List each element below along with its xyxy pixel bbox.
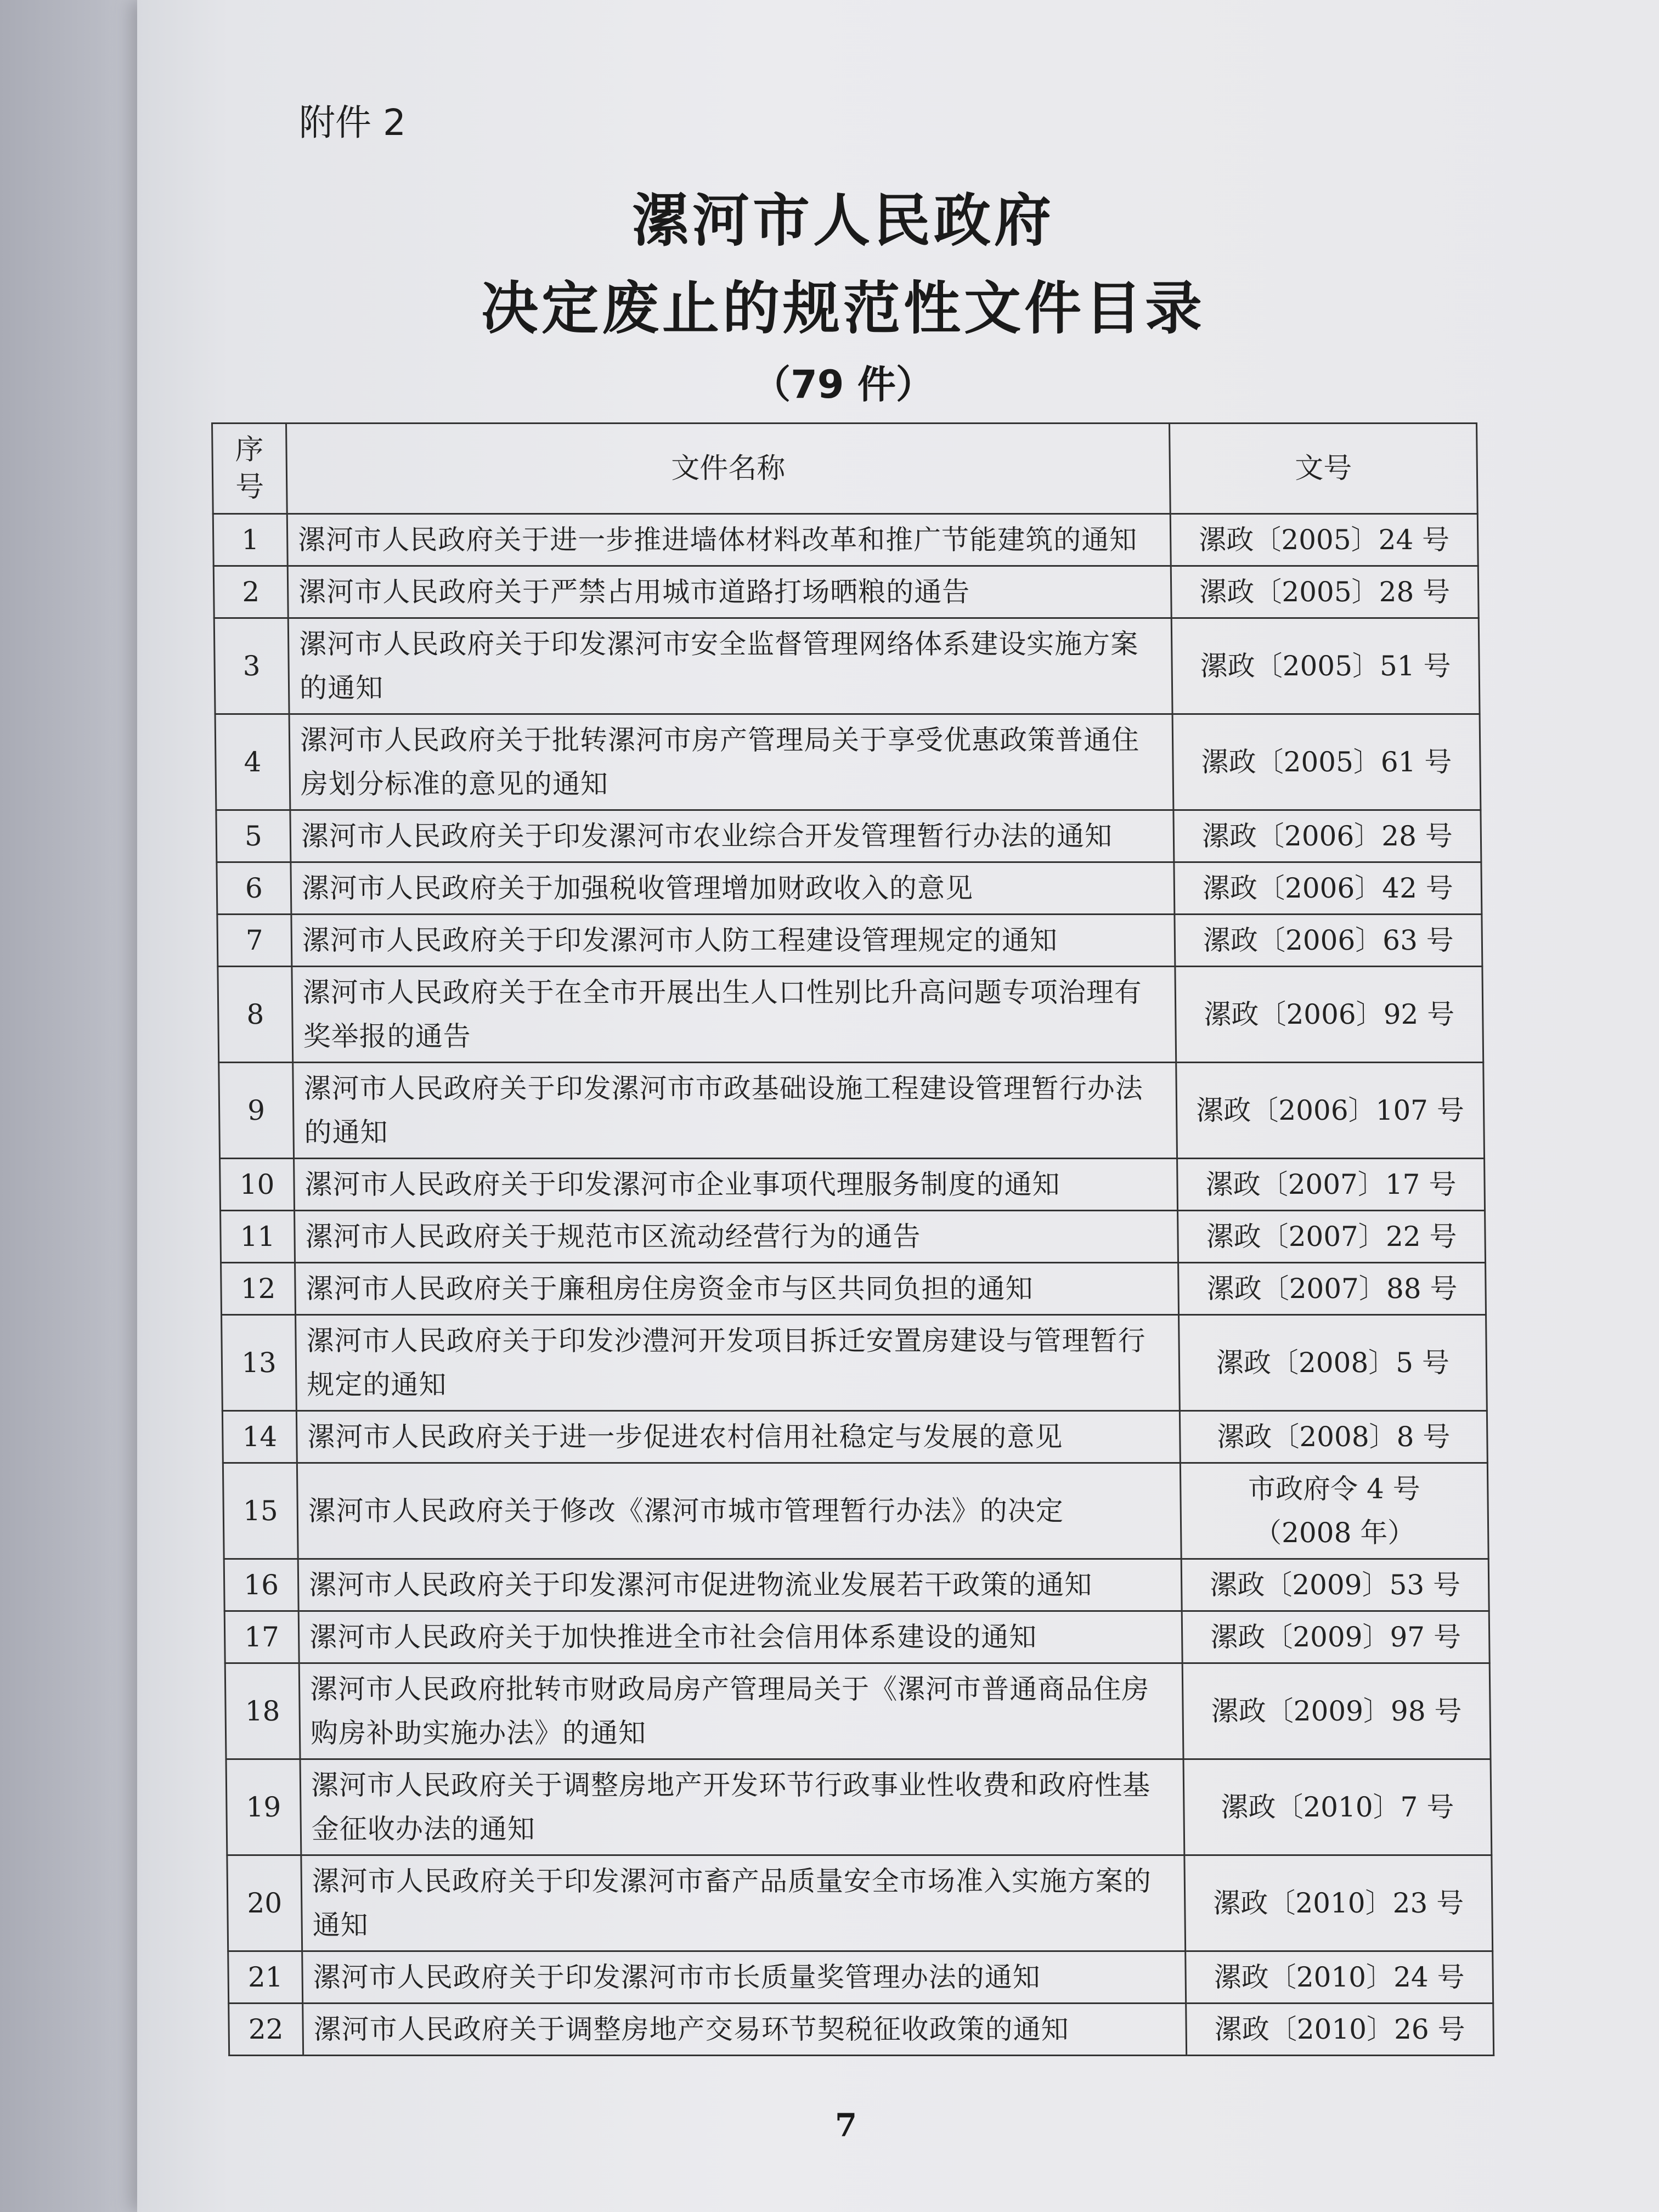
row-number: 3 <box>214 618 289 714</box>
document-name: 漯河市人民政府关于印发漯河市安全监督管理网络体系建设实施方案的通知 <box>288 618 1172 714</box>
table-row <box>224 1559 1489 1611</box>
table-body <box>213 514 1493 2056</box>
row-number: 10 <box>220 1159 295 1211</box>
document-number: 漯政〔2007〕88 号 <box>1178 1263 1486 1315</box>
page-number: 7 <box>834 2107 857 2144</box>
document-name: 漯河市人民政府关于印发漯河市农业综合开发管理暂行办法的通知 <box>290 810 1174 862</box>
document-number: 漯政〔2009〕97 号 <box>1182 1611 1489 1663</box>
document-number: 漯政〔2009〕98 号 <box>1182 1663 1491 1759</box>
document-name: 漯河市人民政府关于调整房地产开发环节行政事业性收费和政府性基金征收办法的通知 <box>300 1759 1184 1855</box>
column-header-name: 文件名称 <box>286 424 1171 514</box>
document-count: （79 件） <box>752 362 934 407</box>
document-name: 漯河市人民政府关于严禁占用城市道路打场晒粮的通告 <box>287 566 1171 618</box>
row-number: 5 <box>216 810 291 862</box>
row-number: 20 <box>227 1855 302 1951</box>
table-row <box>226 1759 1492 1855</box>
table-row <box>217 862 1482 915</box>
document-number: 漯政〔2005〕61 号 <box>1172 714 1481 810</box>
document-name: 漯河市人民政府关于印发漯河市人防工程建设管理规定的通知 <box>291 915 1175 967</box>
table-row <box>219 1063 1485 1159</box>
document-number: 漯政〔2010〕26 号 <box>1186 2004 1494 2056</box>
document-number: 漯政〔2005〕24 号 <box>1170 514 1478 566</box>
row-number: 18 <box>225 1663 300 1759</box>
table-row <box>214 618 1480 714</box>
document-number: 漯政〔2007〕22 号 <box>1178 1211 1486 1263</box>
document-number: 漯政〔2008〕5 号 <box>1179 1315 1487 1411</box>
table-row <box>221 1263 1486 1315</box>
table-row <box>223 1463 1488 1559</box>
table-header-row <box>212 424 1478 514</box>
document-name: 漯河市人民政府关于印发漯河市企业事项代理服务制度的通知 <box>294 1159 1178 1211</box>
table-row <box>221 1211 1486 1263</box>
row-number: 8 <box>218 967 293 1063</box>
row-number: 17 <box>224 1611 299 1663</box>
row-number: 14 <box>222 1411 297 1463</box>
document-name: 漯河市人民政府关于调整房地产交易环节契税征收政策的通知 <box>303 2004 1187 2056</box>
row-number: 15 <box>223 1463 298 1559</box>
document-name: 漯河市人民政府关于廉租房住房资金市与区共同负担的通知 <box>295 1263 1179 1315</box>
row-number: 21 <box>228 1951 303 2004</box>
row-number: 11 <box>221 1211 295 1263</box>
document-number: 市政府令 4 号 （2008 年） <box>1180 1463 1488 1559</box>
table-row <box>224 1611 1489 1663</box>
table-row <box>217 915 1482 967</box>
document-list-table <box>211 422 1494 2056</box>
document-number: 漯政〔2006〕63 号 <box>1175 915 1482 967</box>
document-title-line2: 决定废止的规范性文件目录 <box>481 275 1205 342</box>
table-row <box>220 1159 1485 1211</box>
document-number: 漯政〔2010〕7 号 <box>1183 1759 1492 1855</box>
table-row <box>222 1315 1487 1411</box>
document-number: 漯政〔2006〕107 号 <box>1176 1063 1485 1159</box>
document-name: 漯河市人民政府关于进一步促进农村信用社稳定与发展的意见 <box>296 1411 1180 1463</box>
row-number: 9 <box>219 1063 294 1159</box>
document-name: 漯河市人民政府关于印发漯河市市政基础设施工程建设管理暂行办法的通知 <box>293 1063 1177 1159</box>
row-number: 4 <box>215 714 290 810</box>
column-header-num: 序 号 <box>212 424 287 514</box>
document-name: 漯河市人民政府关于加快推进全市社会信用体系建设的通知 <box>298 1611 1182 1663</box>
row-number: 16 <box>224 1559 298 1611</box>
document-number: 漯政〔2009〕53 号 <box>1181 1559 1489 1611</box>
document-name: 漯河市人民政府批转市财政局房产管理局关于《漯河市普通商品住房购房补助实施办法》的通知 <box>299 1663 1183 1759</box>
document-name: 漯河市人民政府关于印发漯河市市长质量奖管理办法的通知 <box>302 1951 1186 2004</box>
document-name: 漯河市人民政府关于修改《漯河市城市管理暂行办法》的决定 <box>297 1463 1181 1559</box>
document-number: 漯政〔2006〕28 号 <box>1173 810 1481 862</box>
column-header-docno: 文号 <box>1170 424 1478 514</box>
table-row <box>228 1951 1493 2004</box>
row-number: 7 <box>217 915 292 967</box>
document-number: 漯政〔2008〕8 号 <box>1180 1411 1487 1463</box>
document-name: 漯河市人民政府关于规范市区流动经营行为的通告 <box>295 1211 1178 1263</box>
table-row <box>218 967 1483 1063</box>
document-number: 漯政〔2010〕23 号 <box>1184 1855 1493 1951</box>
table-row <box>222 1411 1487 1463</box>
document-number: 漯政〔2005〕28 号 <box>1171 566 1479 618</box>
document-title-line1: 漯河市人民政府 <box>631 187 1054 254</box>
table-row <box>225 1663 1491 1759</box>
document-name: 漯河市人民政府关于批转漯河市房产管理局关于享受优惠政策普通住房划分标准的意见的通知 <box>289 714 1173 810</box>
attachment-label: 附件 2 <box>299 101 406 144</box>
row-number: 1 <box>213 514 287 566</box>
document-name: 漯河市人民政府关于印发沙澧河开发项目拆迁安置房建设与管理暂行规定的通知 <box>296 1315 1180 1411</box>
row-number: 22 <box>229 2004 303 2056</box>
row-number: 12 <box>221 1263 296 1315</box>
document-name: 漯河市人民政府关于印发漯河市促进物流业发展若干政策的通知 <box>298 1559 1182 1611</box>
table-row <box>229 2004 1494 2056</box>
document-number: 漯政〔2010〕24 号 <box>1186 1951 1493 2004</box>
row-number: 2 <box>213 566 288 618</box>
row-number: 6 <box>217 862 291 915</box>
table-row <box>227 1855 1493 1951</box>
document-number: 漯政〔2006〕92 号 <box>1175 967 1483 1063</box>
document-number: 漯政〔2006〕42 号 <box>1174 862 1482 915</box>
table-row <box>213 566 1479 618</box>
document-number: 漯政〔2005〕51 号 <box>1171 618 1480 714</box>
table-row <box>215 714 1481 810</box>
table-row <box>213 514 1478 566</box>
document-name: 漯河市人民政府关于进一步推进墙体材料改革和推广节能建筑的通知 <box>287 514 1171 566</box>
document-name: 漯河市人民政府关于印发漯河市畜产品质量安全市场准入实施方案的通知 <box>301 1855 1186 1951</box>
row-number: 19 <box>226 1759 301 1855</box>
document-name: 漯河市人民政府关于在全市开展出生人口性别比升高问题专项治理有奖举报的通告 <box>292 967 1176 1063</box>
document-name: 漯河市人民政府关于加强税收管理增加财政收入的意见 <box>291 862 1175 915</box>
row-number: 13 <box>222 1315 297 1411</box>
document-number: 漯政〔2007〕17 号 <box>1177 1159 1485 1211</box>
table-row <box>216 810 1481 862</box>
